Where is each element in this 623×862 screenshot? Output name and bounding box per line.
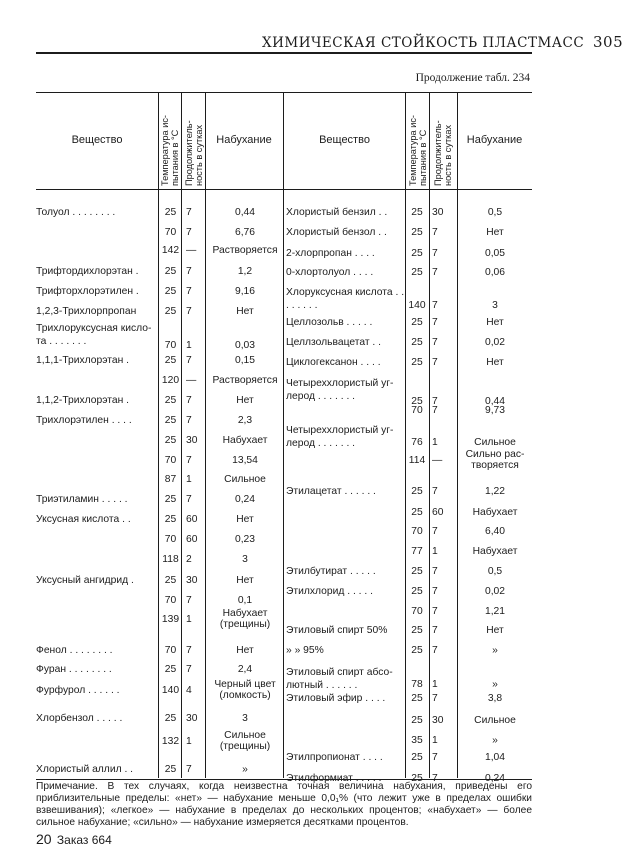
duration-cell: 30 [432, 207, 444, 218]
swelling-cell: Растворяется [212, 245, 278, 256]
substance-cell: 1,2,3-Трихлорпропан [36, 306, 137, 317]
substance-cell: Толуол . . . . . . . . [36, 207, 116, 218]
duration-header-line: Продолжитель- [433, 120, 443, 186]
duration-cell: 30 [432, 715, 444, 726]
duration-cell: 7 [186, 395, 192, 406]
swelling-cell: Нет [236, 575, 254, 586]
temperature-cell: 25 [411, 248, 423, 259]
temperature-cell: 25 [164, 415, 177, 426]
temperature-cell: 25 [411, 715, 423, 726]
duration-cell: 7 [186, 494, 192, 505]
swelling-cell: Нет [236, 645, 254, 656]
swelling-cell: Черный цвет (ломкость) [214, 679, 276, 701]
swelling-cell: Набухает [472, 507, 518, 518]
signature-number: 20 [36, 831, 52, 847]
temperature-cell: 25 [411, 337, 423, 348]
col-line [457, 92, 458, 778]
page-number: 305 [592, 33, 623, 51]
temperature-cell: 25 [411, 227, 423, 238]
duration-cell: 7 [432, 337, 438, 348]
temperature-cell: 25 [411, 396, 423, 407]
substance-cell: Хлористый бензол . . [286, 227, 387, 238]
swelling-cell: 9,73 [484, 405, 506, 416]
duration-cell: 60 [186, 514, 198, 525]
temperature-cell: 25 [164, 435, 177, 446]
duration-cell: 7 [186, 207, 192, 218]
substance-cell: Четыреххлористый углерод . . . . . . . [286, 378, 394, 402]
swelling-cell: 1,2 [237, 266, 253, 277]
duration-cell: 7 [186, 286, 192, 297]
substance-cell: Хлористый бензил . . [286, 207, 388, 218]
temperature-cell: 25 [411, 645, 423, 656]
temperature-cell: 25 [411, 486, 423, 497]
substance-cell: Этилхлорид . . . . . [286, 586, 373, 597]
temperature-cell: 118 [162, 554, 179, 565]
duration-cell: 7 [186, 227, 192, 238]
substance-cell: Уксусный ангидрид . [36, 575, 134, 586]
temperature-cell: 25 [164, 355, 177, 366]
duration-cell: — [186, 245, 197, 256]
temperature-cell: 70 [164, 534, 177, 545]
temperature-cell: 25 [411, 752, 423, 763]
swelling-cell: 6,76 [234, 227, 256, 238]
duration-cell: 7 [186, 595, 192, 606]
substance-cell: Триэтиламин . . . . . [36, 494, 128, 505]
duration-cell: 1 [432, 546, 438, 557]
swelling-cell: 3 [242, 713, 248, 724]
duration-cell: 7 [186, 645, 192, 656]
temperature-cell: 25 [411, 207, 423, 218]
temperature-cell: 35 [411, 735, 423, 746]
swelling-cell: Растворяется [212, 375, 278, 386]
temperature-cell: 25 [411, 267, 423, 278]
duration-cell: 4 [186, 685, 192, 696]
temperature-cell: 25 [164, 664, 177, 675]
col-temperature-header [160, 115, 180, 186]
swelling-cell: 0,1 [237, 595, 253, 606]
col-swelling-header: Набухание [216, 134, 272, 146]
temperature-cell: 25 [164, 306, 177, 317]
duration-cell: 1 [186, 340, 192, 351]
substance-cell: Четыреххлористый углерод . . . . . . . [286, 425, 394, 449]
temperature-cell: 25 [164, 286, 177, 297]
swelling-cell: Нет [236, 395, 254, 406]
substance-cell: Трифторхлорэтилен . [36, 286, 139, 297]
duration-header-line: ность в сутках [443, 124, 453, 186]
duration-cell: 30 [186, 435, 198, 446]
substance-cell: Этиловый спирт 50% [286, 625, 388, 636]
swelling-cell: 0,06 [484, 267, 506, 278]
duration-cell: 7 [432, 752, 438, 763]
swelling-cell: 2,4 [237, 664, 253, 675]
substance-cell: Трихлоруксусная кислота . . . . . . . [36, 323, 152, 347]
swelling-cell: 0,24 [234, 494, 256, 505]
temperature-cell: 25 [164, 395, 177, 406]
duration-cell: 7 [432, 625, 438, 636]
temperature-cell: 25 [164, 575, 177, 586]
substance-cell: Целлозольв . . . . . [286, 317, 373, 328]
duration-cell: 7 [432, 645, 438, 656]
temperature-cell: 78 [411, 679, 423, 690]
swelling-cell: 1,22 [484, 486, 506, 497]
duration-cell: — [432, 455, 443, 466]
duration-cell: 7 [432, 586, 438, 597]
swelling-cell: 0,02 [484, 337, 506, 348]
duration-cell: 1 [186, 614, 192, 625]
duration-header-line: ность в сутках [194, 124, 204, 186]
duration-cell: 7 [186, 415, 192, 426]
temperature-cell: 70 [164, 227, 177, 238]
substance-cell: Фуран . . . . . . . . [36, 664, 112, 675]
temperature-cell: 76 [411, 437, 423, 448]
substance-cell: Хлоруксусная кислота . . . . . . . . [286, 287, 405, 311]
duration-cell: 7 [186, 306, 192, 317]
swelling-cell: Сильное [474, 715, 516, 726]
swelling-cell: 0,03 [234, 340, 256, 351]
duration-cell: 7 [432, 267, 438, 278]
substance-cell: Трихлорэтилен . . . . [36, 415, 132, 426]
swelling-cell: 0,24 [484, 773, 506, 784]
col-line [158, 92, 159, 778]
temperature-cell: 25 [164, 713, 177, 724]
swelling-cell: Сильное [474, 437, 516, 448]
swelling-cell: 1,21 [484, 606, 506, 617]
temperature-cell: 70 [164, 595, 177, 606]
swelling-cell: Набухает [472, 546, 518, 557]
swelling-cell: 13,54 [232, 455, 258, 466]
swelling-cell: 0,44 [234, 207, 256, 218]
duration-cell: 1 [432, 679, 438, 690]
temperature-header-line: Температура ис- [160, 115, 170, 186]
swelling-cell: 3,8 [487, 693, 503, 704]
substance-cell: Этилформиат . . . . . [286, 773, 382, 784]
temperature-cell: 87 [164, 474, 177, 485]
header-rule [36, 52, 532, 54]
duration-cell: 2 [186, 554, 192, 565]
order-number: Заказ 664 [56, 833, 112, 847]
header-title: ХИМИЧЕСКАЯ СТОЙКОСТЬ ПЛАСТМАСС [262, 35, 585, 51]
substance-cell: Хлорбензол . . . . . [36, 713, 123, 724]
temperature-cell: 70 [164, 455, 177, 466]
duration-cell: 1 [432, 735, 438, 746]
temperature-cell: 120 [161, 375, 180, 386]
temperature-header-line: пытания в °С [170, 129, 180, 186]
swelling-cell: Нет [486, 317, 504, 328]
duration-cell: 7 [186, 664, 192, 675]
substance-cell: » » 95% [286, 645, 324, 656]
swelling-cell: Нет [486, 227, 504, 238]
temperature-cell: 25 [164, 514, 177, 525]
substance-cell: Целлзольвацетат . . [286, 337, 382, 348]
swelling-cell: » [492, 645, 498, 656]
temperature-cell: 25 [411, 693, 423, 704]
duration-cell: 7 [432, 606, 438, 617]
temperature-cell: 70 [411, 405, 423, 416]
col-temperature-header-2 [408, 115, 428, 186]
table-note: Примечание. В тех случаях, когда неизвестна точная величина набухания, приведены его приблизительные пределы: «нет» — набухание меньше 0,0₁% (что лежит уже в пределах ошибки взвешивания); «легкое» — набухание в пределах до нескольких процентов; «набухает» — более сильное набухание; «сильно» — набухание измеряется десятками процентов. [36, 781, 532, 828]
swelling-cell: Нет [236, 306, 254, 317]
duration-cell: 7 [432, 317, 438, 328]
temperature-cell: 142 [161, 245, 180, 256]
swelling-cell: » [492, 679, 498, 690]
substance-cell: Этиловый спирт абсолютный . . . . . . [286, 667, 393, 691]
swelling-cell: Нет [486, 357, 504, 368]
duration-cell: 7 [186, 764, 192, 775]
swelling-cell: Набухает (трещины) [219, 608, 271, 630]
temperature-cell: 77 [411, 546, 423, 557]
substance-cell: 1,1,1-Трихлорэтан . [36, 355, 130, 366]
temperature-cell: 70 [164, 645, 177, 656]
temperature-cell: 25 [411, 566, 423, 577]
swelling-cell: 6,40 [484, 526, 506, 537]
temperature-cell: 70 [411, 526, 423, 537]
temperature-header-line: Температура ис- [408, 115, 418, 186]
duration-cell: 1 [432, 437, 438, 448]
swelling-cell: 3 [242, 554, 248, 565]
duration-cell: 60 [186, 534, 198, 545]
temperature-cell: 114 [408, 455, 426, 466]
col-duration-header [184, 120, 204, 186]
duration-cell: 7 [432, 227, 438, 238]
col-swelling-header-2: Набухание [466, 134, 523, 146]
swelling-cell: Сильно растворяется [465, 449, 525, 471]
duration-cell: 7 [186, 455, 192, 466]
duration-cell: 30 [186, 575, 198, 586]
duration-cell: 7 [432, 693, 438, 704]
duration-cell: 60 [432, 507, 444, 518]
swelling-cell: 9,16 [234, 286, 256, 297]
running-header [262, 33, 623, 51]
temperature-cell: 25 [164, 266, 177, 277]
col-line [429, 92, 430, 778]
swelling-cell: 0,05 [484, 248, 506, 259]
substance-cell: Этилпропионат . . . . [286, 752, 383, 763]
swelling-cell: Нет [486, 625, 504, 636]
temperature-cell: 25 [164, 494, 177, 505]
swelling-cell: Набухает [222, 435, 268, 446]
swelling-cell: Сильное (трещины) [219, 730, 271, 752]
substance-cell: Циклогексанон . . . . [286, 357, 381, 368]
swelling-cell: 0,44 [484, 396, 506, 407]
duration-cell: 7 [432, 773, 438, 784]
duration-cell: 7 [432, 526, 438, 537]
duration-cell: 1 [186, 736, 192, 747]
swelling-cell: » [242, 764, 248, 775]
duration-cell: 1 [186, 474, 192, 485]
temperature-header-line: пытания в °С [418, 129, 428, 186]
duration-cell: 7 [186, 266, 192, 277]
swelling-cell: 0,23 [234, 534, 256, 545]
substance-cell: Этилбутират . . . . . [286, 566, 376, 577]
temperature-cell: 132 [161, 736, 180, 747]
temperature-cell: 25 [411, 357, 423, 368]
temperature-cell: 140 [408, 300, 426, 311]
swelling-cell: » [492, 735, 498, 746]
swelling-cell: 2,3 [237, 415, 253, 426]
swelling-cell: 1,04 [484, 752, 506, 763]
col-duration-header-2 [433, 120, 453, 186]
temperature-cell: 70 [411, 606, 423, 617]
footer [36, 831, 112, 847]
swelling-cell: 0,5 [487, 207, 503, 218]
substance-cell: 1,1,2-Трихлорэтан . [36, 395, 130, 406]
col-substance-header-2: Вещество [319, 134, 370, 146]
table-continuation-label: Продолжение табл. 234 [415, 72, 530, 84]
swelling-cell: 3 [492, 300, 498, 311]
temperature-cell: 25 [411, 507, 423, 518]
substance-cell: Уксусная кислота . . [36, 514, 131, 525]
duration-cell: 7 [432, 300, 438, 311]
temperature-cell: 140 [161, 685, 180, 696]
swelling-cell: Сильное [224, 474, 266, 485]
col-substance-header: Вещество [71, 134, 123, 146]
temperature-cell: 70 [164, 340, 177, 351]
duration-cell: 7 [432, 486, 438, 497]
swelling-cell: Нет [236, 514, 254, 525]
duration-cell: — [186, 375, 197, 386]
substance-cell: Этилацетат . . . . . . [286, 486, 376, 497]
duration-header-line: Продолжитель- [184, 120, 194, 186]
duration-cell: 7 [432, 396, 438, 407]
temperature-cell: 139 [161, 614, 180, 625]
swelling-cell: 0,15 [234, 355, 256, 366]
swelling-cell: 0,02 [484, 586, 506, 597]
substance-cell: Этиловый эфир . . . . [286, 693, 386, 704]
temperature-cell: 25 [411, 586, 423, 597]
substance-cell: Хлористый аллил . . [36, 764, 134, 775]
temperature-cell: 25 [164, 207, 177, 218]
duration-cell: 30 [186, 713, 198, 724]
duration-cell: 7 [432, 405, 438, 416]
swelling-cell: 0,5 [487, 566, 503, 577]
temperature-cell: 25 [411, 773, 423, 784]
substance-cell: Фурфурол . . . . . . [36, 685, 120, 696]
temperature-cell: 25 [411, 317, 423, 328]
duration-cell: 7 [432, 357, 438, 368]
substance-cell: 2-хлорпропан . . . . [286, 248, 375, 259]
duration-cell: 7 [432, 566, 438, 577]
duration-cell: 7 [432, 248, 438, 259]
substance-cell: Трифтордихлорэтан . [36, 266, 139, 277]
duration-cell: 7 [186, 355, 192, 366]
temperature-cell: 25 [411, 625, 423, 636]
temperature-cell: 25 [164, 764, 177, 775]
substance-cell: Фенол . . . . . . . . [36, 645, 113, 656]
substance-cell: 0-хлортолуол . . . . [286, 267, 374, 278]
